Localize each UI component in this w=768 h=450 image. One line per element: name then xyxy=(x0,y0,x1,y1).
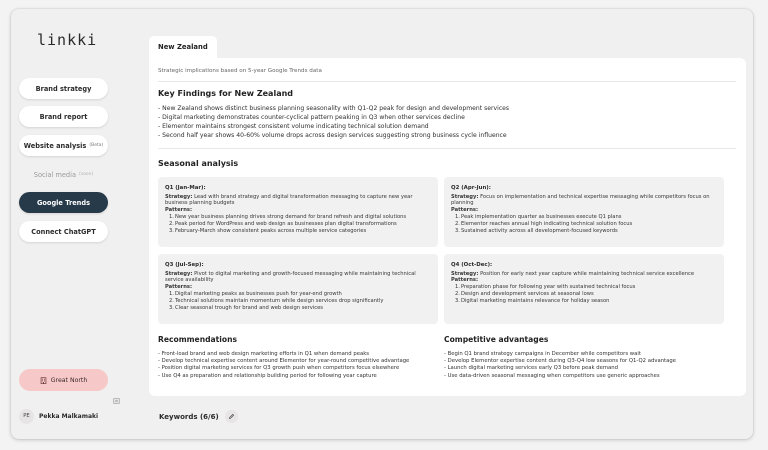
list-item: 3.Digital marketing maintains relevance for holiday season xyxy=(455,298,610,305)
keywords-label: Keywords (6/6) xyxy=(159,412,219,421)
patterns-label: Patterns: xyxy=(165,284,193,291)
patterns-list xyxy=(169,214,431,235)
list-item: - Begin Q1 brand strategy campaigns in December while competitors wait xyxy=(444,351,724,358)
quarter-strategy: Strategy: Pivot to digital marketing and growth-focused messaging while maintaining technical service availability xyxy=(165,270,416,284)
quarter-title: Q1 (Jan-Mar): xyxy=(165,184,206,191)
findings-heading: Key Findings for New Zealand xyxy=(158,89,294,98)
patterns-label: Patterns: xyxy=(165,207,193,214)
list-item: - Front-load brand and web design marketing efforts in Q1 when demand peaks xyxy=(158,351,438,358)
list-item: - Digital marketing demonstrates counter-cyclical pattern peaking in Q3 when other services decline xyxy=(158,114,736,123)
nav-label: Brand report xyxy=(39,112,88,121)
beta-badge: (Beta) xyxy=(89,143,104,148)
list-item: - Develop technical expertise content around Elementor for year-round competitive advantage xyxy=(158,358,438,365)
list-item: 2.Design and development services at seasonal lows xyxy=(455,291,594,298)
workspace-button[interactable] xyxy=(19,369,108,391)
app-logo: linkki xyxy=(37,31,98,49)
nav-website-analysis[interactable] xyxy=(19,135,108,156)
report-panel xyxy=(149,58,746,396)
nav-brand-strategy[interactable] xyxy=(19,78,108,99)
quarter-title: Q3 (Jul-Sep): xyxy=(165,261,204,268)
nav-connect-chatgpt[interactable] xyxy=(19,221,108,242)
advantages-heading: Competitive advantages xyxy=(444,334,549,344)
nav-label: Social media xyxy=(33,170,76,179)
building-icon xyxy=(40,377,47,384)
advantages-section xyxy=(444,335,724,381)
advantages-list xyxy=(444,351,724,381)
patterns-list xyxy=(455,284,717,305)
list-item: - Develop Elementor expertise content during Q3-Q4 low seasons for Q1-Q2 advantage xyxy=(444,358,724,365)
seasonal-heading: Seasonal analysis xyxy=(158,158,239,168)
list-item: - Use data-driven seasonal messaging when competitors use generic approaches xyxy=(444,373,724,380)
list-item: 1.Digital marketing peaks as businesses push for year-end growth xyxy=(169,290,342,297)
list-item: 1.Peak implementation quarter as businesses execute Q1 plans xyxy=(455,213,622,220)
user-name: Pekka Malkamaki xyxy=(39,412,99,420)
edit-keywords-button[interactable] xyxy=(225,410,238,423)
quarter-strategy: Strategy: Position for early next year capture while maintaining technical service excellence xyxy=(451,270,695,277)
list-item: - Elementor maintains strongest consistent volume indicating technical solution demand xyxy=(158,123,736,132)
quarter-card-q1 xyxy=(158,177,438,247)
quarter-strategy: Strategy: Lead with brand strategy and digital transformation messaging to capture new year business planning budgets xyxy=(165,193,413,207)
patterns-label: Patterns: xyxy=(451,277,479,284)
list-item: 3.February-March show consistent peaks across multiple service categories xyxy=(169,227,367,234)
recommendations-list xyxy=(158,351,438,381)
list-item: - Position digital marketing services for Q3 growth push when competitors focus elsewhere xyxy=(158,365,438,372)
keywords-section xyxy=(159,410,238,423)
list-item: 2.Technical solutions maintain momentum while design services drop significantly xyxy=(169,297,384,304)
divider xyxy=(158,81,736,82)
quarter-card-q4 xyxy=(444,254,724,324)
quarter-grid xyxy=(158,177,736,324)
list-item: - New Zealand shows distinct business planning seasonality with Q1-Q2 peak for design and development services xyxy=(158,105,736,114)
pencil-icon xyxy=(228,413,235,420)
list-item: - Second half year shows 40-60% volume drops across design services suggesting strong business cycle influence xyxy=(158,132,736,141)
recommendations-heading: Recommendations xyxy=(158,334,238,344)
nav-label: Website analysis xyxy=(23,141,87,150)
sidebar xyxy=(11,9,121,439)
quarter-title: Q4 (Oct-Dec): xyxy=(451,261,493,268)
quarter-card-q3 xyxy=(158,254,438,324)
list-item: 3.Clear seasonal trough for brand and web design services xyxy=(169,304,324,311)
nav-brand-report[interactable] xyxy=(19,106,108,127)
quarter-title: Q2 (Apr-Jun): xyxy=(451,184,491,191)
findings-list xyxy=(158,105,736,141)
divider xyxy=(158,148,736,149)
list-item: 1.Preparation phase for following year with sustained technical focus xyxy=(455,284,636,291)
app-window xyxy=(11,9,753,439)
patterns-label: Patterns: xyxy=(451,207,479,214)
quarter-strategy: Strategy: Focus on implementation and technical expertise messaging while competitors focus on planning xyxy=(451,193,710,207)
list-item: 2.Elementor reaches annual high indicating technical solution focus xyxy=(455,220,633,227)
patterns-list xyxy=(169,291,431,312)
nav-google-trends[interactable] xyxy=(19,192,108,213)
list-item: - Use Q4 as preparation and relationship building period for following year capture xyxy=(158,373,438,380)
nav-label: Google Trends xyxy=(36,198,91,207)
quarter-card-q2 xyxy=(444,177,724,247)
list-item: 3.Sustained activity across all development-focused keywords xyxy=(455,227,618,234)
bottom-sections xyxy=(158,335,736,381)
patterns-list xyxy=(455,214,717,235)
tab-new-zealand[interactable]: New Zealand xyxy=(149,36,217,58)
expand-icon[interactable] xyxy=(113,398,120,404)
nav-label: Brand strategy xyxy=(35,84,92,93)
list-item: - Launch digital marketing services early Q3 before peak demand xyxy=(444,365,724,372)
main-content xyxy=(146,9,746,439)
list-item: 1.New year business planning drives strong demand for brand refresh and digital solutions xyxy=(169,213,407,220)
report-subtitle: Strategic implications based on 5-year Google Trends data xyxy=(158,68,322,74)
nav-social-media xyxy=(19,164,108,185)
recommendations-section xyxy=(158,335,438,381)
list-item: 2.Peak period for WordPress and web design as businesses plan digital transformations xyxy=(169,220,397,227)
soon-badge: (soon) xyxy=(78,172,94,177)
user-profile[interactable] xyxy=(19,405,119,427)
avatar: PE xyxy=(19,409,34,424)
nav-label: Connect ChatGPT xyxy=(31,227,96,236)
workspace-name: Great North xyxy=(50,376,88,384)
